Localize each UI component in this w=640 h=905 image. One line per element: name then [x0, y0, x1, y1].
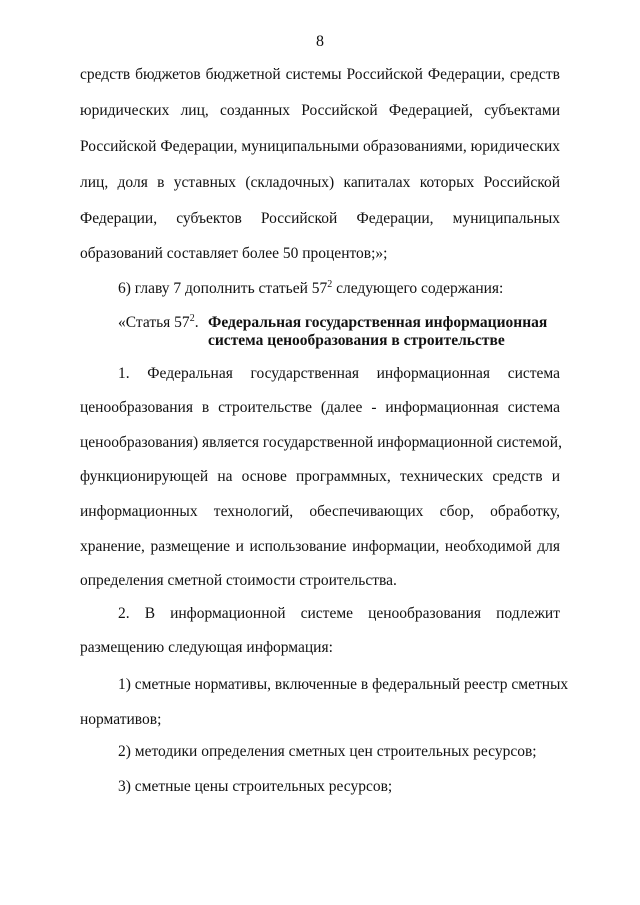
text-line: Федерации, субъектов Российской Федерации, муниципальных	[80, 210, 560, 227]
text-line: размещению следующая информация:	[80, 639, 333, 656]
list-item-continuation: нормативов;	[80, 711, 162, 728]
amendment-text: следующего содержания:	[332, 280, 504, 297]
text-line: функционирующей на основе программных, технических средств и	[80, 468, 560, 485]
list-item: 2) методики определения сметных цен строительных ресурсов;	[118, 743, 537, 760]
article-title-line: система ценообразования в строительстве	[208, 332, 505, 349]
amendment-text: 6) главу 7 дополнить статьей 57	[118, 280, 328, 297]
text-line: информационных технологий, обеспечивающих сбор, обработку,	[80, 503, 560, 520]
text-line: лиц, доля в уставных (складочных) капиталах которых Российской	[80, 174, 560, 191]
amendment-item-6	[118, 279, 560, 299]
text-line: Российской Федерации, муниципальными образованиями, юридических	[80, 138, 560, 155]
page-number: 8	[316, 33, 324, 50]
article-label-text: .	[194, 314, 199, 331]
superscript: 2	[327, 279, 333, 290]
text-line: юридических лиц, созданных Российской Федерацией, субъектами	[80, 102, 560, 119]
text-line: образований составляет более 50 процентов;»;	[80, 245, 388, 262]
list-item: 1) сметные нормативы, включенные в федеральный реестр сметных	[118, 676, 569, 693]
text-line: средств бюджетов бюджетной системы Российской Федерации, средств	[80, 66, 560, 83]
text-line: ценообразования в строительстве (далее - информационная система	[80, 399, 560, 416]
article-title-line: Федеральная государственная информационная	[208, 314, 548, 331]
text-line: 1. Федеральная государственная информационная система	[118, 365, 560, 382]
article-label-text: «Статья 57	[118, 314, 190, 331]
list-item: 3) сметные цены строительных ресурсов;	[118, 778, 393, 795]
superscript: 2	[189, 313, 195, 324]
article-label	[118, 313, 199, 333]
text-line: хранение, размещение и использование информации, необходимой для	[80, 538, 560, 555]
text-line: ценообразования) является государственной информационной системой,	[80, 434, 562, 451]
text-line: определения сметной стоимости строительства.	[80, 572, 397, 589]
text-line: 2. В информационной системе ценообразования подлежит	[118, 605, 560, 622]
